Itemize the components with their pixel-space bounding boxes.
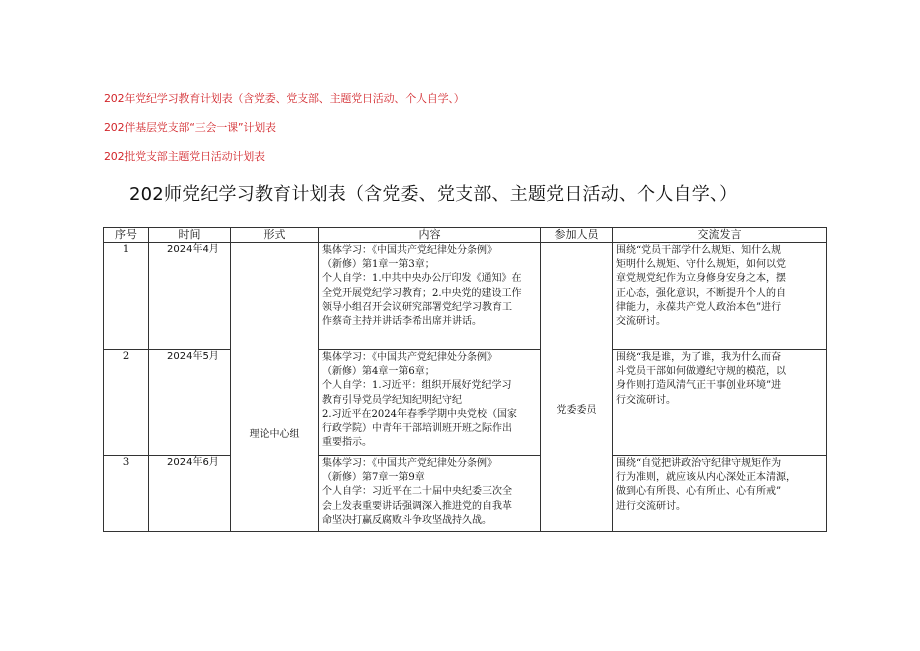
row-no: 3 <box>104 456 149 532</box>
content-line: 个人自学：习近平在二十届中央纪委三次全 <box>322 486 512 498</box>
content-line: 集体学习：《中国共产党纪律处分条例》 <box>322 245 497 256</box>
talk-line: 行为准则，就应该从内心深处正本清源， <box>616 472 796 484</box>
header-form: 形式 <box>231 228 319 243</box>
content-line: 领导小组召开会议研究部署党纪学习教育工 <box>322 301 512 313</box>
people-cell: 党委委员 <box>541 243 613 532</box>
talk-line: 围绕“自觉把讲政治守纪律守规矩作为 <box>616 458 782 469</box>
header-no: 序号 <box>104 228 149 243</box>
table-header-row <box>104 228 827 243</box>
talk-line: 围绕“党员干部学什么规矩、知什么规 <box>616 245 782 256</box>
row-content <box>319 350 541 456</box>
content-line: （新修）第7章一第9章 <box>322 472 425 484</box>
header-people: 参加人员 <box>541 228 613 243</box>
row-content <box>319 456 541 532</box>
talk-line: 行交流研讨。 <box>616 394 676 406</box>
talk-line: 做到心有所畏、心有所止、心有所戒” <box>616 486 782 498</box>
content-line: 2.习近平在2024年春季学期中央党校（国家 <box>322 408 517 420</box>
content-line: （新修）第4章一第6章； <box>322 366 435 378</box>
talk-line: 矩明什么规矩、守什么规矩，如何以党 <box>616 259 786 271</box>
talk-line: 章党规党纪作为立身修身安身之本，摆 <box>616 273 786 285</box>
toc-link-1[interactable]: 202年党纪学习教育计划表（含党委、党支部、主题党日活动、个人自学、） <box>104 92 465 105</box>
talk-line: 身作则打造风清气正干事创业环境”进 <box>616 380 782 392</box>
talk-line: 围绕“我是谁，为了谁，我为什么而奋 <box>616 352 782 363</box>
header-time: 时间 <box>149 228 231 243</box>
content-line: 个人自学：1.习近平：组织开展好党纪学习 <box>322 380 512 392</box>
row-time: 2024年6月 <box>149 456 231 532</box>
row-no: 1 <box>104 243 149 350</box>
content-line: 行政学院）中青年干部培训班开班之际作出 <box>322 423 512 435</box>
document-title: 202师党纪学习教育计划表（含党委、党支部、主题党日活动、个人自学、） <box>129 184 738 205</box>
row-talk <box>613 243 827 350</box>
content-line: 作蔡奇主持并讲话李希出席并讲话。 <box>322 316 482 328</box>
talk-line: 律能力，永葆共产党人政治本色”进行 <box>616 301 782 313</box>
content-line: 个人自学：1.中共中央办公厅印发《通知》在 <box>322 273 522 285</box>
row-talk <box>613 456 827 532</box>
toc-link-2[interactable]: 202伴基层党支部“三会一课”计划表 <box>104 121 276 134</box>
table-row <box>104 350 827 456</box>
plan-table <box>103 227 827 532</box>
content-line: 集体学习：《中国共产党纪律处分条例》 <box>322 458 497 469</box>
content-line: 全党开展党纪学习教育；2.中央党的建设工作 <box>322 287 522 299</box>
talk-line: 斗党员干部如何做遵纪守规的模范，以 <box>616 366 786 378</box>
content-line: 重要指示。 <box>322 437 372 449</box>
content-line: 会上发表重要讲话强调深入推进党的自我革 <box>322 500 512 512</box>
talk-line: 正心态，强化意识，不断提升个人的自 <box>616 287 786 299</box>
form-cell: 理论中心组 <box>231 243 319 532</box>
row-talk <box>613 350 827 456</box>
toc-link-3[interactable]: 202批党支部主题党日活动计划表 <box>104 150 265 163</box>
row-time: 2024年5月 <box>149 350 231 456</box>
table-row <box>104 243 827 350</box>
talk-line: 交流研讨。 <box>616 316 666 328</box>
row-time: 2024年4月 <box>149 243 231 350</box>
content-line: 命坚决打赢反腐败斗争攻坚战持久战。 <box>322 514 492 526</box>
talk-line: 进行交流研讨。 <box>616 500 686 512</box>
row-content <box>319 243 541 350</box>
row-no: 2 <box>104 350 149 456</box>
header-content: 内容 <box>319 228 541 243</box>
header-talk: 交流发言 <box>613 228 827 243</box>
content-line: 集体学习：《中国共产党纪律处分条例》 <box>322 352 497 363</box>
content-line: （新修）第1章一第3章； <box>322 259 435 271</box>
table-row <box>104 456 827 532</box>
content-line: 教育引导党员学纪知纪明纪守纪 <box>322 394 462 406</box>
